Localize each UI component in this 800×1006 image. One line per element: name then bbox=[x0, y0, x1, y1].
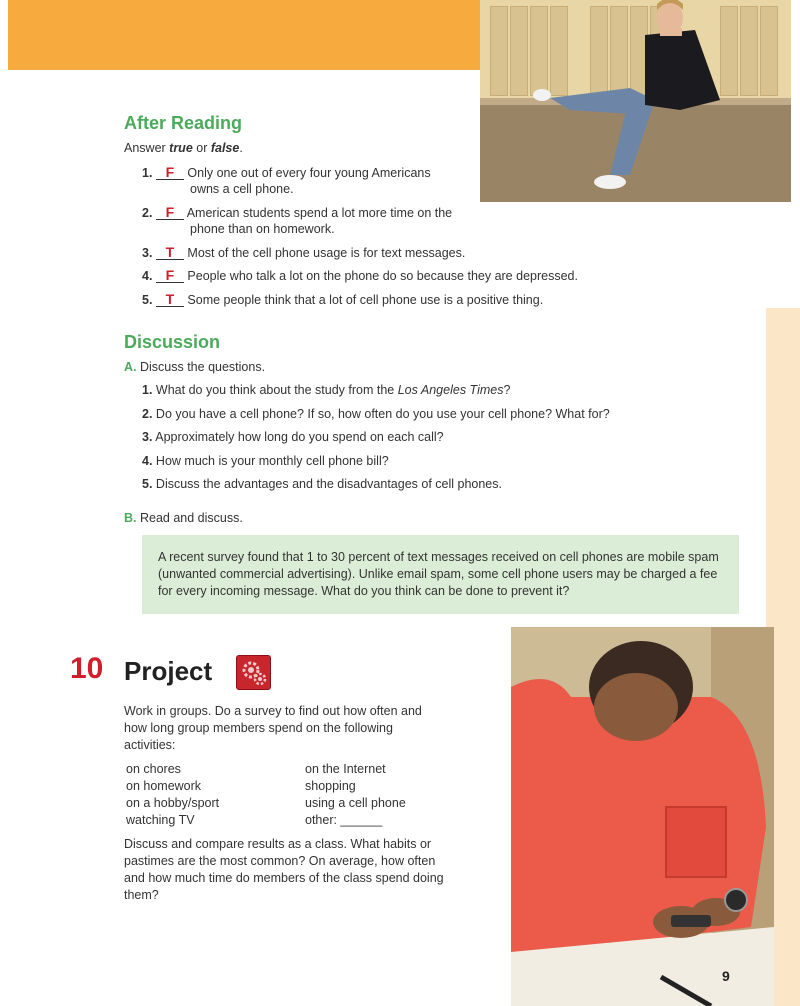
activity-item: on chores bbox=[126, 762, 181, 776]
page-number: 9 bbox=[722, 968, 730, 984]
discussion-question: 4. How much is your monthly cell phone bill? bbox=[142, 454, 389, 468]
discussion-heading: Discussion bbox=[124, 332, 221, 352]
discussion-question: 5. Discuss the advantages and the disadvantages of cell phones. bbox=[142, 477, 502, 491]
true-false-item: 3. T Most of the cell phone usage is for text messages. bbox=[142, 244, 466, 260]
after-reading-heading: After Reading bbox=[124, 113, 243, 133]
discussion-a: A. Discuss the questions. bbox=[124, 360, 266, 374]
activities-col-2 bbox=[305, 761, 406, 829]
discussion-question: 1. What do you think about the study from the Los Angeles Times? bbox=[142, 383, 511, 397]
true-false-item: 4. F People who talk a lot on the phone do so because they are depressed. bbox=[142, 267, 578, 283]
project-intro: Work in groups. Do a survey to find out how often and how long group members spend on the following activities: bbox=[124, 704, 422, 752]
discussion-b: B. Read and discuss. bbox=[124, 511, 243, 525]
gear-icon bbox=[236, 655, 271, 690]
answer-blank: F bbox=[156, 205, 184, 220]
activity-item: shopping bbox=[305, 779, 356, 793]
project-closing: Discuss and compare results as a class. What habits or pastimes are the most common? On average, how often and how much time do members of the class spend doing them? bbox=[124, 837, 444, 902]
answer-blank: F bbox=[156, 268, 184, 283]
project-number: 10 bbox=[70, 652, 104, 685]
header-orange-band bbox=[8, 0, 480, 70]
activity-item: other: ______ bbox=[305, 813, 383, 827]
reading-box-text: A recent survey found that 1 to 30 percent of text messages received on cell phones are mobile spam (unwanted commercial advertising). Unlike email spam, some cell phone users may be charged a fee for every incoming message. What do you think can be done to prevent it? bbox=[158, 550, 719, 598]
after-reading-instruction: Answer true or false. bbox=[124, 141, 243, 155]
activity-item: watching TV bbox=[126, 813, 195, 827]
photo-teen-on-phone bbox=[480, 0, 791, 202]
activity-item: using a cell phone bbox=[305, 796, 406, 810]
true-false-item: 1. F Only one out of every four young Americans bbox=[142, 164, 431, 180]
discussion-question: 3. Approximately how long do you spend on each call? bbox=[142, 430, 444, 444]
answer-blank: F bbox=[156, 165, 184, 180]
answer-blank: T bbox=[156, 292, 184, 307]
activities-col-1 bbox=[126, 761, 219, 829]
project-title: Project bbox=[124, 656, 213, 686]
activity-item: on homework bbox=[126, 779, 202, 793]
true-false-item-cont: owns a cell phone. bbox=[190, 182, 294, 196]
true-false-item: 5. T Some people think that a lot of cell phone use is a positive thing. bbox=[142, 291, 544, 307]
activity-item: on a hobby/sport bbox=[126, 796, 220, 810]
activity-item: on the Internet bbox=[305, 762, 386, 776]
discussion-question: 2. Do you have a cell phone? If so, how often do you use your cell phone? What for? bbox=[142, 407, 610, 421]
reading-box bbox=[142, 535, 739, 614]
true-false-item: 2. F American students spend a lot more time on the bbox=[142, 204, 453, 220]
true-false-item-cont: phone than on homework. bbox=[190, 222, 335, 236]
photo-student-texting bbox=[511, 627, 774, 1006]
answer-blank: T bbox=[156, 245, 184, 260]
